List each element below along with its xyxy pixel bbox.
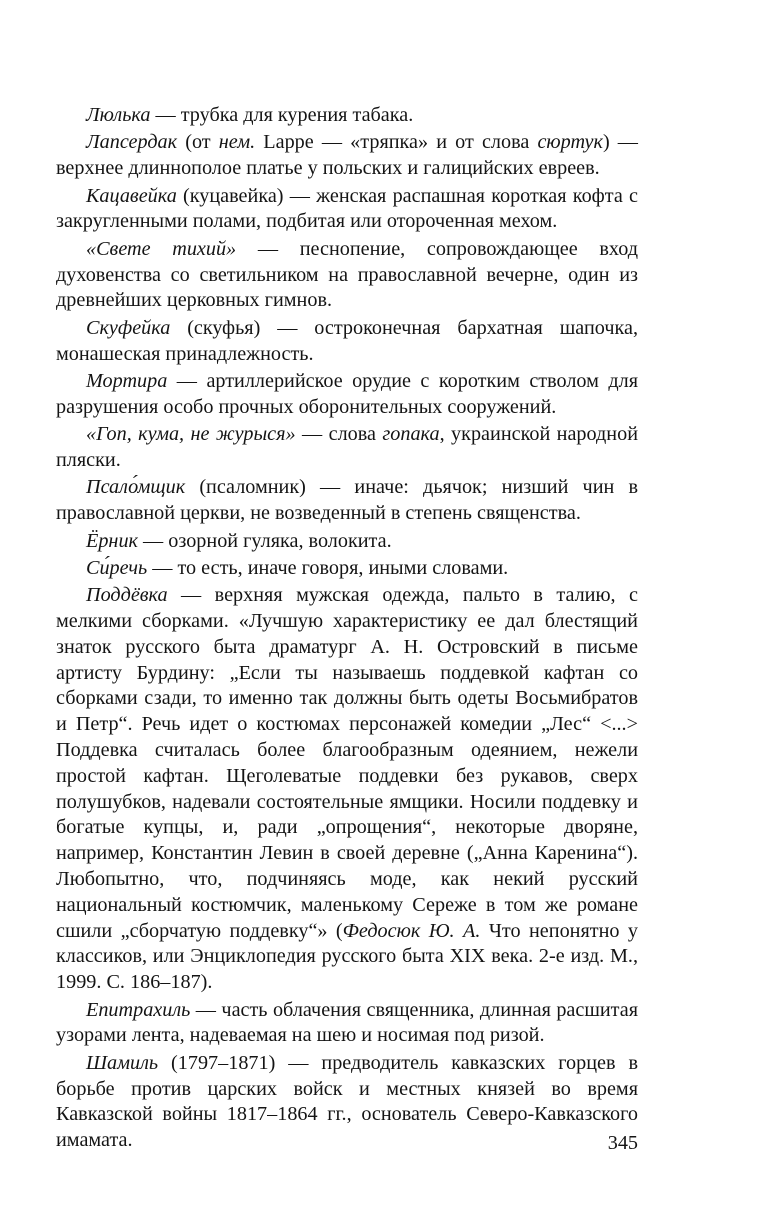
entry-yornik <box>56 529 638 555</box>
entry-term: Поддёвка <box>86 584 168 607</box>
entry-term: «Гоп, кума, не журыся» <box>86 423 296 446</box>
entry-term: Кацавейка <box>86 184 177 207</box>
entry-term: Шамиль <box>86 1051 159 1074</box>
entry-definition: (псаломник) — иначе: дьячок; низший чин в православной церкви, не возведенный в степень священства. <box>56 476 638 525</box>
entry-term: Си́речь <box>86 556 148 579</box>
entry-sirech <box>56 556 638 582</box>
entry-term: Люлька <box>86 104 151 126</box>
entry-svete-tikhii <box>56 237 638 314</box>
entry-epitrakhil <box>56 998 638 1050</box>
entry-italic-word: гопака <box>382 423 440 446</box>
entry-term: Епитрахиль <box>86 998 191 1021</box>
entry-definition: (1797–1871) — предводитель кавказских горцев в борьбе против царских войск и местных князей во время Кавказской войны 1817–1864 гг., основатель Северо-Кавказского имамата. <box>56 1051 638 1152</box>
entry-abbreviation: нем. <box>218 131 256 154</box>
glossary-notes <box>56 103 638 1154</box>
entry-term: Мортира <box>86 369 168 392</box>
entry-term: Скуфейка <box>86 316 171 339</box>
entry-poddyovka <box>56 583 638 996</box>
entry-lapserdak <box>56 130 638 182</box>
entry-term: «Свете тихий» <box>86 237 237 260</box>
entry-definition: — артиллерийское орудие с коротким стволом для разрушения особо прочных оборонительных сооружений. <box>56 369 638 418</box>
entry-definition: — трубка для курения табака. <box>150 104 414 126</box>
entry-definition: — песнопение, сопровождающее вход духовенства со светильником на православной вечерне, один из древнейших церковных гимнов. <box>56 237 638 312</box>
entry-definition: Что непонятно у классиков, или Энциклопедия русского быта XIX века. 2-е изд. М., 1999. С. 186–187). <box>56 919 638 994</box>
entry-term: Ёрник <box>86 529 138 552</box>
entry-definition: (от <box>177 131 219 154</box>
entry-term: Лапсердак <box>86 131 178 154</box>
entry-mortira <box>56 369 638 421</box>
entry-lyulka <box>56 103 638 129</box>
entry-gop-kuma <box>56 422 638 474</box>
entry-italic-word: сюртук <box>537 131 603 154</box>
entry-definition: (куцавейка) — женская распашная короткая кофта с закругленными полами, подбитая или отороченная мехом. <box>56 184 638 233</box>
entry-definition: — часть облачения священника, длинная расшитая узорами лента, надеваемая на шею и носимая под ризой. <box>56 998 638 1047</box>
entry-definition: — озорной гуляка, волокита. <box>137 529 392 552</box>
entry-definition: (скуфья) — остроконечная бархатная шапочка, монашеская принадлежность. <box>56 316 638 365</box>
entry-citation-author: Федосюк Ю. А. <box>342 919 481 942</box>
entry-definition: — то есть, иначе говоря, иными словами. <box>147 556 509 579</box>
entry-definition: — верхняя мужская одежда, пальто в талию, с мелкими сборками. «Лучшую характеристику ее дал блестящий знаток русского быта драматург А. Н. Островский в письме артисту Бурдину: „Если ты называешь поддевкой кафтан со сборками сзади, то именно так должны быть одеты Восьмибратов и Петр“. Речь идет о костюмах персонажей комедии „Лес“ <...> Поддевка считалась более благообразным одеянием, нежели простой кафтан. Щеголеватые поддевки без рукавов, сверх полушубков, надевали состоятельные ямщики. Носили поддевку и богатые купцы, и, ради „опрощения“, некоторые дворяне, например, Константин Левин в своей деревне („Анна Каренина“). Любопытно, что, подчиняясь моде, как некий русский национальный костюмчик, маленькому Сереже в том же романе сшили „сборчатую поддевку“» ( <box>56 584 638 942</box>
entry-term: Псало́мщик <box>86 476 186 499</box>
entry-definition: Lappe — «тряпка» и от слова <box>255 131 538 154</box>
entry-skufeika <box>56 316 638 368</box>
entry-katsaveika <box>56 184 638 236</box>
page-number: 345 <box>607 1132 638 1154</box>
entry-definition: ) — верхнее длиннополое платье у польских и галицийских евреев. <box>56 131 638 180</box>
entry-shamil <box>56 1051 638 1154</box>
entry-definition: , украинской народной пляски. <box>56 423 639 471</box>
entry-psalomshchik <box>56 475 638 527</box>
entry-definition: — слова <box>295 423 383 446</box>
